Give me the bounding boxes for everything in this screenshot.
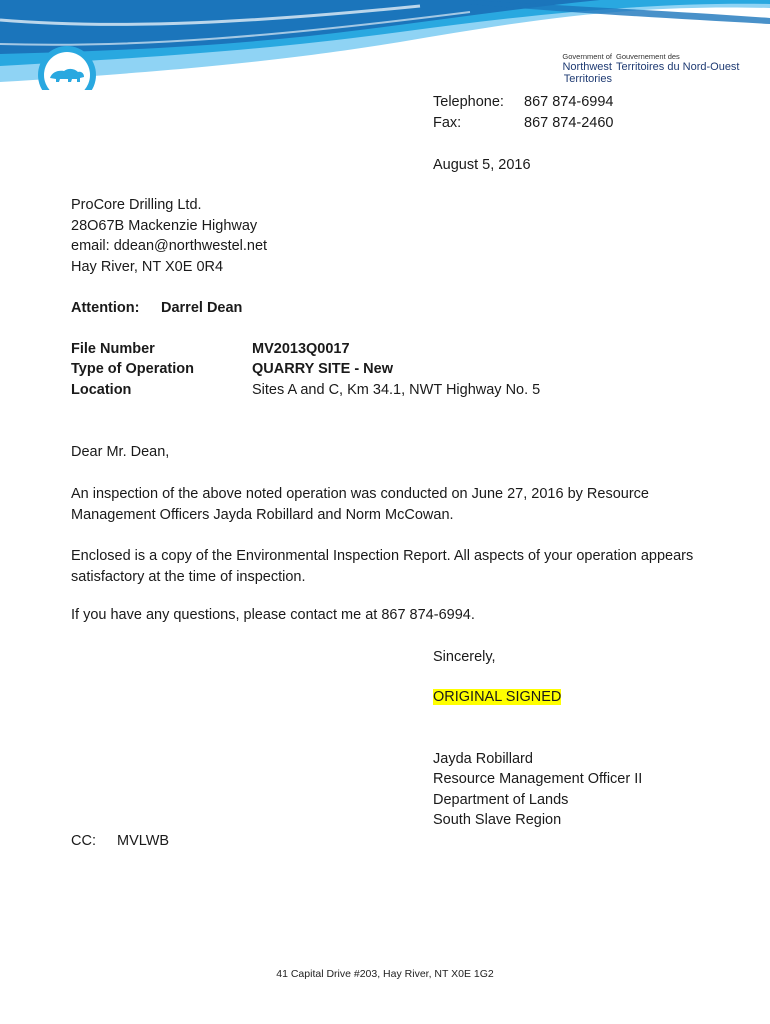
original-signed-stamp: ORIGINAL SIGNED (433, 689, 562, 705)
attention-label: Attention: (71, 300, 140, 316)
fax-value: 867 874-2460 (524, 115, 614, 131)
telephone-value: 867 874-6994 (524, 94, 614, 110)
attention-name: Darrel Dean (161, 300, 243, 316)
letter-date: August 5, 2016 (433, 157, 531, 173)
body-paragraph-1: An inspection of the above noted operation was conducted on June 27, 2016 by Resource Management Officers Jayda Robillard and Norm McCowan. (71, 486, 649, 523)
footer-address: 41 Capital Drive #203, Hay River, NT X0E 1G2 (276, 968, 494, 980)
gov-en-big: Northwest Territories (562, 61, 612, 85)
fax-label: Fax: (433, 115, 462, 131)
signatory-department: Department of Lands (433, 792, 569, 808)
header-banner (0, 0, 770, 90)
salutation: Dear Mr. Dean, (71, 444, 170, 460)
recipient-company: ProCore Drilling Ltd. (71, 197, 202, 213)
body-paragraph-3: If you have any questions, please contact me at 867 874-6994. (71, 607, 475, 623)
recipient-address: 28O67B Mackenzie Highway (71, 218, 258, 234)
body-paragraph-2: Enclosed is a copy of the Environmental Inspection Report. All aspects of your operation appears satisfactory at the time of inspection. (71, 548, 694, 585)
telephone-label: Telephone: (433, 94, 504, 110)
gov-fr-small: Gouvernement des (616, 52, 680, 61)
type-of-operation-value: QUARRY SITE - New (252, 361, 393, 377)
location-label: Location (71, 382, 132, 398)
signatory-name: Jayda Robillard (433, 751, 533, 767)
recipient-city: Hay River, NT X0E 0R4 (71, 259, 224, 275)
file-number-value: MV2013Q0017 (252, 341, 350, 357)
type-of-operation-label: Type of Operation (71, 361, 194, 377)
signatory-region: South Slave Region (433, 812, 562, 828)
gov-fr-big: Territoires du Nord-Ouest (616, 61, 740, 73)
polar-bear-icon (36, 44, 98, 90)
signatory-title: Resource Management Officer II (433, 771, 643, 787)
file-number-label: File Number (71, 341, 155, 357)
cc-value: MVLWB (117, 833, 170, 849)
gov-en-small: Government of (562, 52, 612, 61)
recipient-email: email: ddean@northwestel.net (71, 238, 268, 254)
location-value: Sites A and C, Km 34.1, NWT Highway No. 5 (252, 382, 541, 398)
closing-sincerely: Sincerely, (433, 649, 496, 665)
cc-label: CC: (71, 833, 96, 849)
